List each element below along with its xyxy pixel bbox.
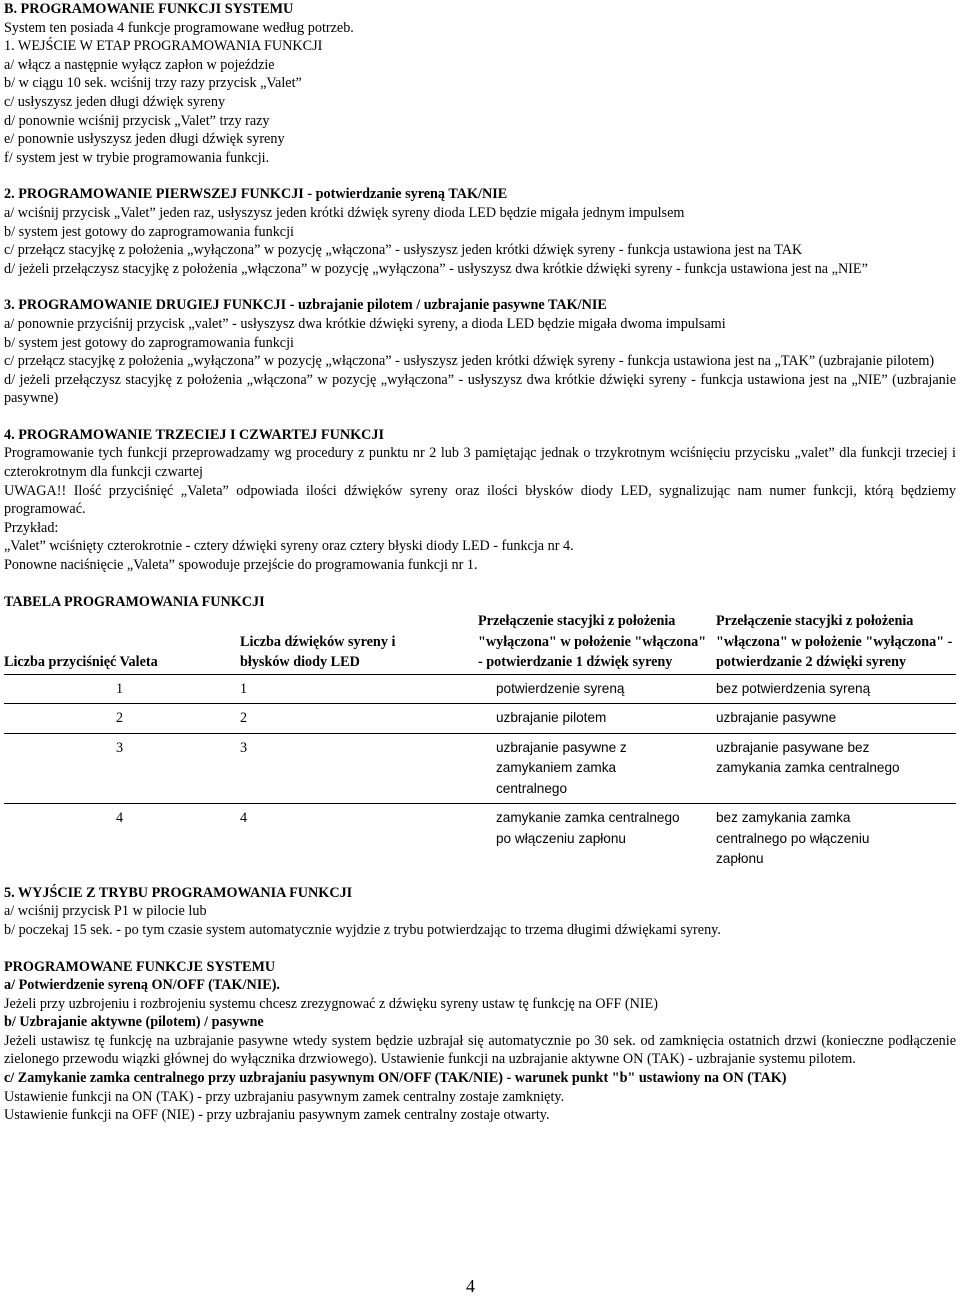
section-5-step-a: a/ wciśnij przycisk P1 w pilocie lub — [4, 903, 207, 920]
section-4-paragraph-1: Programowanie tych funkcji przeprowadzamy wg procedury z punktu nr 2 lub 3 pamiętając jednak o trzykrotnym wciśnięciu przycisku „valet” dla funkcji trzeciej i czterokrotnym dla funkcji czwartej — [4, 445, 956, 481]
cell-off-to-on: potwierdzenie syreną — [496, 680, 625, 696]
function-c-text-2: Ustawienie funkcji na OFF (NIE) - przy uzbrajaniu pasywnym zamek centralny zostaje otwarty. — [4, 1107, 550, 1124]
page-number: 4 — [466, 1276, 475, 1296]
section-4-title: 4. PROGRAMOWANIE TRZECIEJ I CZWARTEJ FUNKCJI — [4, 426, 384, 443]
section-1-step-f: f/ system jest w trybie programowania funkcji. — [4, 149, 270, 166]
cell-signals: 3 — [240, 739, 248, 756]
cell-presses: 4 — [116, 810, 124, 827]
table-row — [4, 804, 956, 874]
table-row — [4, 733, 956, 804]
section-1-step-a: a/ włącz a następnie wyłącz zapłon w pojeździe — [4, 56, 275, 73]
programming-table — [4, 611, 956, 874]
section-3-step-a: a/ ponownie przyciśnij przycisk „valet” - usłyszysz dwa krótkie dźwięki syreny, a dioda LED będzie migała dwoma impulsami — [4, 315, 726, 332]
cell-signals: 1 — [240, 680, 248, 697]
function-b-title: b/ Uzbrajanie aktywne (pilotem) / pasywne — [4, 1014, 264, 1031]
cell-off-to-on: zamykanie zamka centralnego po włączeniu zapłonu — [496, 810, 680, 846]
section-1-step-d: d/ ponownie wciśnij przycisk „Valet” trzy razy — [4, 112, 270, 129]
section-b-intro: System ten posiada 4 funkcje programowane według potrzeb. — [4, 19, 354, 36]
header-off-to-on: Przełączenie stacyjki z położenia "wyłączona" w położenie "włączona" - potwierdzanie 1 dźwięk syreny — [478, 611, 716, 674]
cell-signals: 4 — [240, 810, 248, 827]
table-header-row — [4, 611, 956, 674]
section-4-example-label: Przykład: — [4, 519, 59, 536]
section-3-step-b: b/ system jest gotowy do zaprogramowania funkcji — [4, 334, 294, 351]
function-c-title: c/ Zamykanie zamka centralnego przy uzbrajaniu pasywnym ON/OFF (TAK/NIE) - warunek punkt "b" ustawiony na ON (TAK) — [4, 1070, 787, 1087]
section-4-note: Ponowne naciśnięcie „Valeta” spowoduje przejście do programowania funkcji nr 1. — [4, 557, 478, 574]
section-2-step-d: d/ jeżeli przełączysz stacyjkę z położenia „włączona” w pozycję „wyłączona” - usłyszysz dwa krótkie dźwięki syreny - funkcja ustawiona jest na „NIE” — [4, 260, 868, 277]
table-title: TABELA PROGRAMOWANIA FUNKCJI — [4, 593, 265, 610]
function-a-title: a/ Potwierdzenie syreną ON/OFF (TAK/NIE). — [4, 977, 280, 994]
cell-presses: 1 — [116, 680, 124, 697]
cell-on-to-off: uzbrajanie pasywne — [716, 710, 837, 726]
section-1-step-b: b/ w ciągu 10 sek. wciśnij trzy razy przycisk „Valet” — [4, 75, 302, 92]
section-2-step-c: c/ przełącz stacyjkę z położenia „wyłączona” w pozycję „włączona” - usłyszysz jeden krótki dźwięk syreny - funkcja ustawiona jest na TAK — [4, 242, 803, 259]
cell-on-to-off: bez zamykania zamka centralnego po włączeniu zapłonu — [716, 810, 870, 867]
function-c-text-1: Ustawienie funkcji na ON (TAK) - przy uzbrajaniu pasywnym zamek centralny zostaje zamknięty. — [4, 1088, 565, 1105]
header-on-to-off: Przełączenie stacyjki z położenia "włączona" w położenie "wyłączona" - potwierdzanie 2 dźwięki syreny — [716, 611, 956, 674]
document-page — [4, 0, 956, 1125]
section-3-title: 3. PROGRAMOWANIE DRUGIEJ FUNKCJI - uzbrajanie pilotem / uzbrajanie pasywne TAK/NIE — [4, 297, 607, 314]
section-2-step-a: a/ wciśnij przycisk „Valet” jeden raz, usłyszysz jeden krótki dźwięk syreny dioda LED będzie migała jednym impulsem — [4, 204, 685, 221]
table-row — [4, 674, 956, 704]
cell-on-to-off: uzbrajanie pasywane bez zamykania zamka centralnego — [716, 739, 900, 776]
section-2-step-b: b/ system jest gotowy do zaprogramowania funkcji — [4, 223, 294, 240]
cell-off-to-on: uzbrajanie pilotem — [496, 710, 607, 726]
section-4-warning: UWAGA!! Ilość przyciśnięć „Valeta” odpowiada ilości dźwięków syreny oraz ilości błysków diody LED, sygnalizując nam numer funkcji, którą będziemy programować. — [4, 482, 956, 518]
cell-presses: 3 — [116, 739, 124, 756]
cell-off-to-on: uzbrajanie pasywne z zamykaniem zamka centralnego — [496, 739, 627, 796]
section-3-step-d: d/ jeżeli przełączysz stacyjkę z położenia „włączona” w pozycję „wyłączona” - usłyszysz dwa krótkie dźwięki syreny - funkcja ustawiona jest na „NIE” (uzbrajanie pasywne) — [4, 371, 956, 407]
section-5-title: 5. WYJŚCIE Z TRYBU PROGRAMOWANIA FUNKCJI — [4, 884, 353, 901]
header-presses: Liczba przyciśnięć Valeta — [4, 611, 240, 674]
section-3-step-c: c/ przełącz stacyjkę z położenia „wyłączona” w pozycję „włączona” - usłyszysz jeden krótki dźwięk syreny - funkcja ustawiona jest na „TAK” (uzbrajanie pilotem) — [4, 353, 935, 370]
function-a-text: Jeżeli przy uzbrojeniu i rozbrojeniu systemu chcesz zrezygnować z dźwięku syreny ustaw tę funkcję na OFF (NIE) — [4, 995, 658, 1012]
section-6-title: PROGRAMOWANE FUNKCJE SYSTEMU — [4, 958, 276, 975]
header-signals: Liczba dźwięków syreny i błysków diody LED — [240, 611, 478, 674]
section-4-example: „Valet” wciśnięty czterokrotnie - cztery dźwięki syreny oraz cztery błyski diody LED - funkcja nr 4. — [4, 538, 574, 555]
section-1-step-c: c/ usłyszysz jeden długi dźwięk syreny — [4, 93, 226, 110]
function-b-text: Jeżeli ustawisz tę funkcję na uzbrajanie pasywne wtedy system będzie uzbrajał się automatycznie po 30 sek. od zamknięcia ostatnich drzwi (konieczne podłączenie zielonego przewodu wiązki głównej do wyłącznika drzwiowego). Ustawienie funkcji na uzbrajanie aktywne ON (TAK) - uzbrajanie systemu pilotem. — [4, 1032, 956, 1068]
cell-presses: 2 — [116, 710, 124, 727]
section-5-step-b: b/ poczekaj 15 sek. - po tym czasie system automatycznie wyjdzie z trybu potwierdzając to trzema długimi dźwiękami syreny. — [4, 921, 721, 938]
section-b-title: B. PROGRAMOWANIE FUNKCJI SYSTEMU — [4, 1, 294, 17]
section-2-title: 2. PROGRAMOWANIE PIERWSZEJ FUNKCJI - potwierdzanie syreną TAK/NIE — [4, 186, 508, 203]
cell-on-to-off: bez potwierdzenia syreną — [716, 680, 871, 696]
cell-signals: 2 — [240, 710, 248, 727]
table-row — [4, 704, 956, 734]
section-1-step-e: e/ ponownie usłyszysz jeden długi dźwięk syreny — [4, 131, 285, 148]
section-1-title: 1. WEJŚCIE W ETAP PROGRAMOWANIA FUNKCJI — [4, 38, 323, 55]
